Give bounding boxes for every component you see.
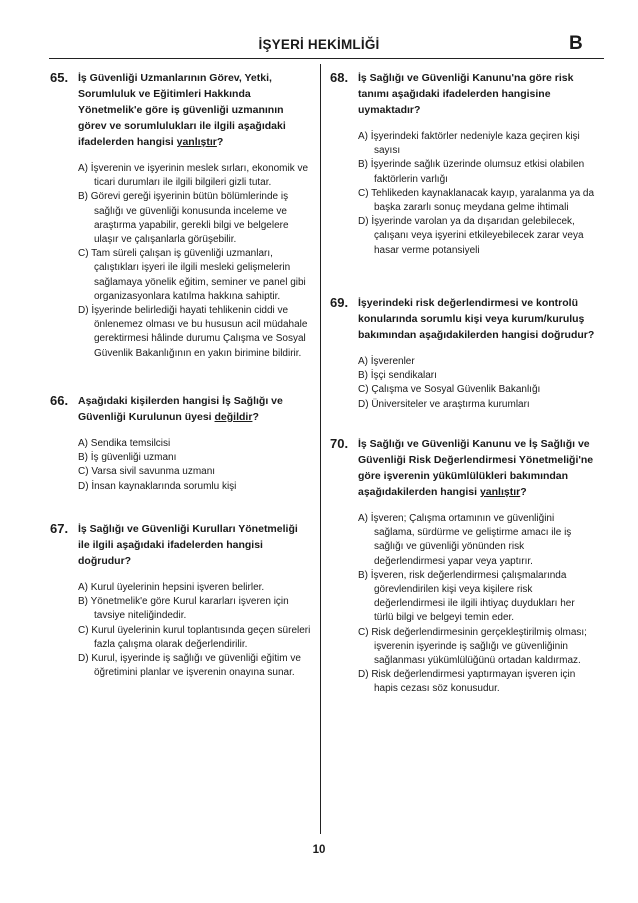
option-a: A) İşverenin ve işyerinin meslek sırları, ekonomik ve ticari durumları ile ilgili bilgileri gizli tutar.	[78, 163, 309, 189]
stem-text: İş Sağlığı ve Güvenliği Kanunu ve İş Sağlığı ve Güvenliği Risk Değerlendirmesi Yönetmeliği'ne göre işverenin yükümlülükleri bakımından aşağıdakilerden hangisi	[358, 438, 594, 498]
option-d: D) Üniversiteler ve araştırma kurumları	[358, 398, 530, 410]
stem-emphasis: değildir	[214, 411, 253, 423]
option-d: D) Risk değerlendirmesi yaptırmayan işveren için hapis cezası söz konusudur.	[358, 669, 576, 695]
option-c: C) Tam süreli çalışan iş güvenliği uzmanları, çalıştıkları işyeri ile ilgili mesleki gelişmelerin sağlamaya yönelik eğitim, seminer ve panel gibi organizasyonlara katılma hakkına sahiptir.	[78, 248, 306, 302]
column-divider	[320, 64, 321, 834]
options-list	[358, 130, 595, 258]
option-b: B) Yönetmelik'e göre Kurul kararları işveren için tavsiye niteliğindedir.	[78, 596, 289, 622]
stem-emphasis: yanlıştır	[479, 486, 521, 498]
question-stem	[78, 70, 312, 150]
options-list	[78, 581, 312, 680]
stem-end: ?	[252, 411, 259, 423]
option-d: D) İşyerinde varolan ya da dışarıdan gelebilecek, çalışanı veya işyerini etkileyebilecek zarar veya hasar verme potansiyeli	[358, 216, 584, 256]
question-70	[330, 436, 595, 697]
stem-end: ?	[520, 486, 527, 498]
option-c: C) Kurul üyelerinin kurul toplantısında geçen süreleri fazla çalışma olarak değerlendirilir.	[78, 624, 311, 650]
option-b: B) İşveren, risk değerlendirmesi çalışmalarında görevlendirilen kişi veya kişilere risk değerlendirmesi ile ilgili ihtiyaç duydukları her türlü bilgi ve belgeyi temin eder.	[358, 569, 575, 624]
question-number: 66.	[50, 393, 69, 408]
question-stem	[358, 70, 595, 118]
stem-text: İşyerindeki risk değerlendirmesi ve kontrolü konularında sorumlu kişi veya kurum/kuruluş bakımından aşağıdakilerden hangisi doğrudur?	[358, 297, 595, 341]
option-d: D) İnsan kaynaklarında sorumlu kişi	[78, 480, 237, 492]
option-a: A) Kurul üyelerinin hepsini işveren belirler.	[78, 582, 265, 593]
option-a: A) İşveren; Çalışma ortamının ve güvenliğini sağlama, sürdürme ve geliştirme amacı ile iş sağlığı ve güvenliği yönünden risk değerlendirmesi yapar veya yaptırır.	[358, 513, 572, 567]
option-b: B) İş güvenliği uzmanı	[78, 452, 177, 464]
booklet-letter: B	[569, 33, 583, 54]
option-b: B) İşyerinde sağlık üzerinde olumsuz etkisi olabilen faktörlerin varlığı	[358, 159, 585, 185]
question-stem	[358, 436, 595, 500]
options-list	[358, 512, 595, 697]
question-stem	[78, 521, 312, 569]
question-68	[330, 70, 595, 258]
option-d: D) Kurul, işyerinde iş sağlığı ve güvenliği eğitim ve öğretimini planlar ve işverenin onayına sunar.	[78, 653, 301, 679]
option-a: A) Sendika temsilcisi	[78, 438, 171, 449]
question-number: 67.	[50, 521, 69, 536]
question-number: 70.	[330, 436, 349, 451]
stem-emphasis: yanlıştır	[176, 136, 217, 148]
stem-text: Aşağıdaki kişilerden hangisi İş Sağlığı ve Güvenliği Kurulunun üyesi	[78, 395, 283, 423]
options-list	[358, 355, 595, 412]
question-number: 68.	[330, 70, 349, 85]
option-a: A) İşverenler	[358, 356, 415, 367]
question-66	[50, 393, 312, 494]
option-c: C) Çalışma ve Sosyal Güvenlik Bakanlığı	[358, 384, 541, 396]
question-number: 65.	[50, 70, 69, 85]
options-list	[78, 437, 312, 494]
header-divider	[49, 58, 604, 59]
option-d: D) İşyerinde belirlediği hayati tehlikenin ciddi ve önlenemez olması ve bu hususun acil müdahale gerektirmesi hâlinde durumu Çalışma ve Sosyal Güvenlik Bakanlığının en yakın birimine bildirir.	[78, 305, 308, 359]
stem-text: İş Sağlığı ve Güvenliği Kanunu'na göre risk tanımı aşağıdaki ifadelerden hangisine uymaktadır?	[358, 72, 574, 116]
question-stem	[78, 393, 312, 425]
page-footer	[0, 840, 638, 858]
exam-title: İŞYERİ HEKİMLİĞİ	[258, 37, 380, 52]
page-header	[0, 0, 638, 60]
stem-text: İş Güvenliği Uzmanlarının Görev, Yetki, Sorumluluk ve Eğitimleri Hakkında Yönetmelik'e göre iş güvenliği uzmanının görev ve sorumlulukları ile ilgili aşağıdaki ifadelerden hangisi	[78, 72, 286, 148]
option-c: C) Tehlikeden kaynaklanacak kayıp, yaralanma ya da başka zararlı sonuç meydana gelme ihtimali	[358, 187, 595, 214]
question-67	[50, 521, 312, 680]
option-c: C) Risk değerlendirmesinin gerçekleştirilmiş olması; işverenin işyerinde iş sağlığı ve güvenliğinin sağlanması yükümlülüğünü ortadan kaldırmaz.	[358, 626, 587, 667]
options-list	[78, 162, 312, 361]
question-65	[50, 70, 312, 361]
option-a: A) İşyerindeki faktörler nedeniyle kaza geçiren kişi sayısı	[358, 131, 580, 157]
option-c: C) Varsa sivil savunma uzmanı	[78, 466, 216, 478]
question-69	[330, 295, 595, 412]
option-b: B) Görevi gereği işyerinin bütün bölümlerinde iş sağlığı ve güvenliği konusunda inceleme ve araştırma yapabilir, gerekli bilgi ve belgelere ulaşır ve çalışanlarla görüşebilir.	[78, 191, 289, 246]
option-b: B) İşçi sendikaları	[358, 370, 437, 382]
question-stem	[358, 295, 595, 343]
stem-text: İş Sağlığı ve Güvenliği Kurulları Yönetmeliği ile ilgili aşağıdaki ifadelerden hangisi doğrudur?	[78, 523, 298, 567]
stem-end: ?	[216, 136, 224, 148]
question-number: 69.	[330, 295, 349, 310]
page-number: 10	[312, 844, 326, 856]
